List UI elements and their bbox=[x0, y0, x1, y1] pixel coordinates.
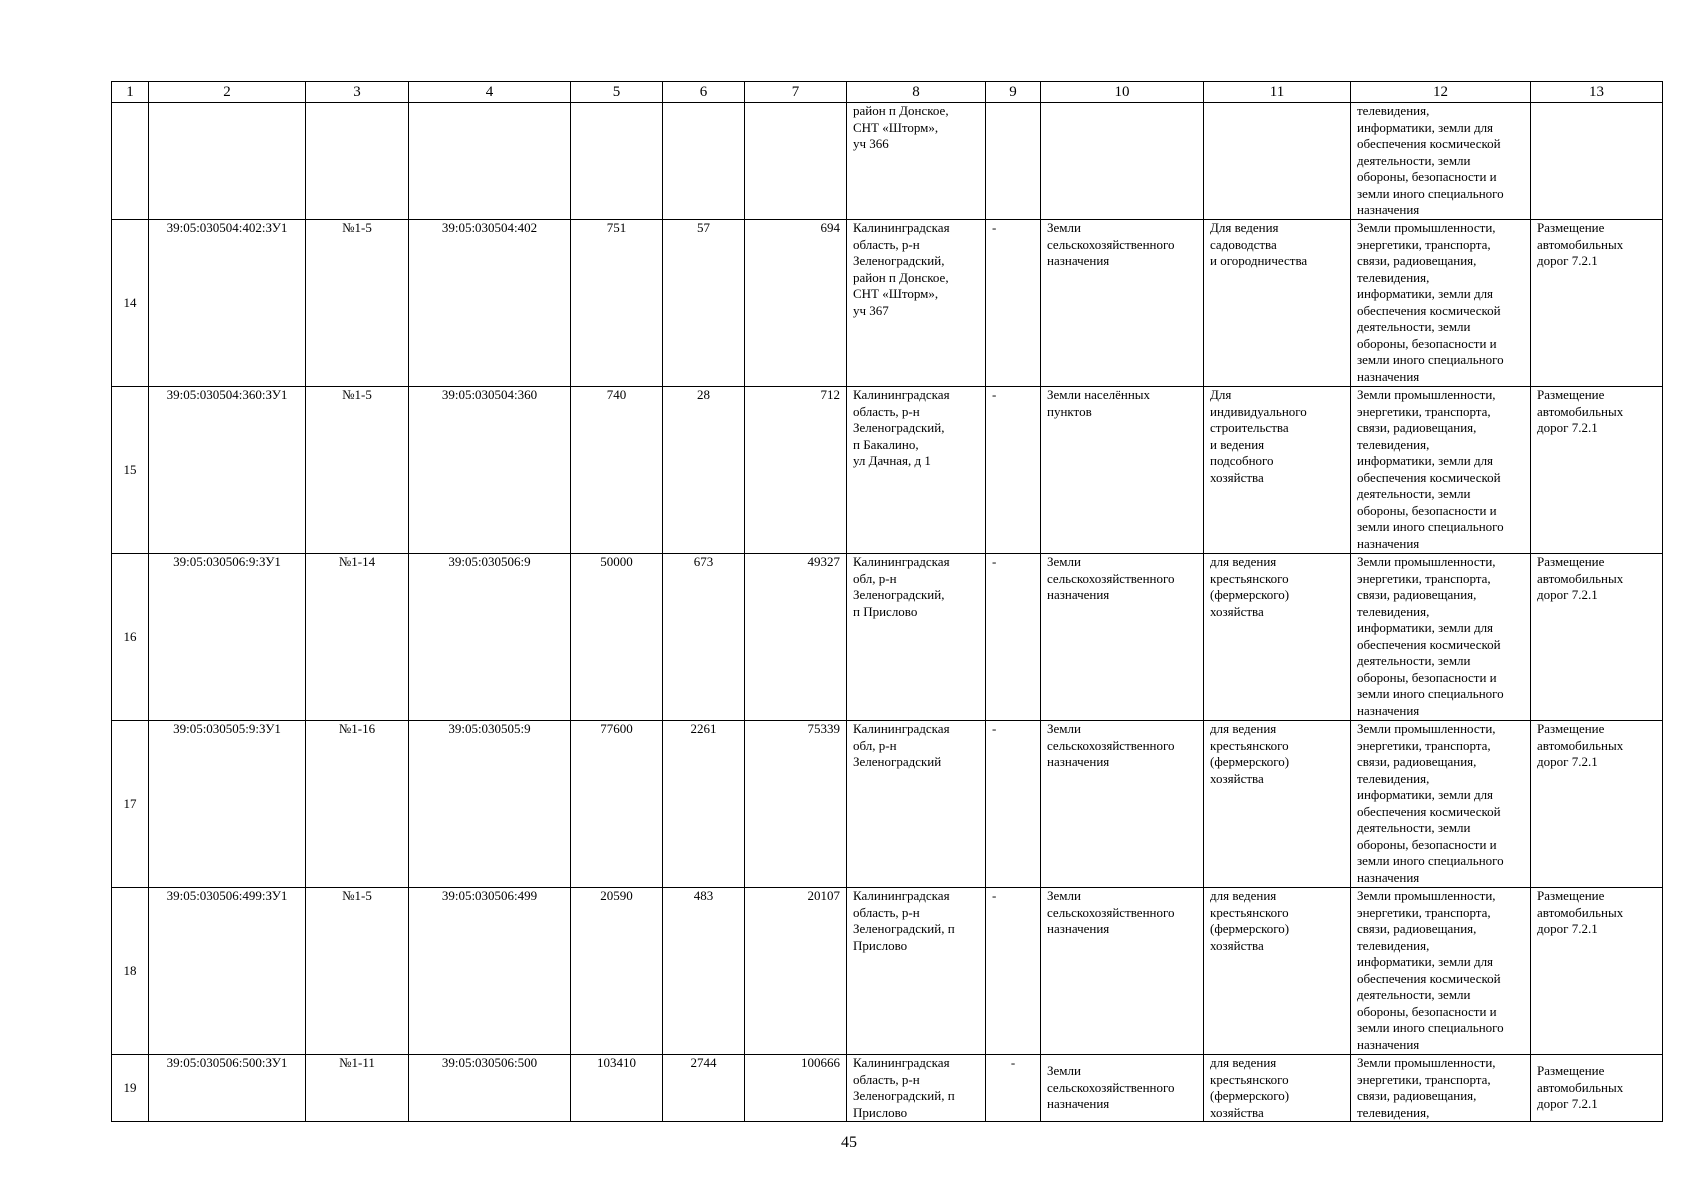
land-category: Земли сельскохозяйственного назначения bbox=[1041, 888, 1204, 1055]
column-9-value bbox=[986, 103, 1041, 220]
area-rest: 75339 bbox=[745, 721, 847, 888]
header-row bbox=[112, 82, 1663, 103]
column-header: 6 bbox=[663, 82, 745, 103]
new-land-category: Земли промышленности, энергетики, транспорта, связи, радиовещания, телевидения, информатики, земли для обеспечения космической деятельности, земли обороны, безопасности и земли иного специального назначения bbox=[1351, 554, 1531, 721]
boundary-points: №1-5 bbox=[306, 220, 409, 387]
column-9-value: - bbox=[986, 554, 1041, 721]
address: Калининградская обл, р-н Зеленоградский bbox=[847, 721, 986, 888]
column-9-value: - bbox=[986, 1055, 1041, 1122]
boundary-points bbox=[306, 103, 409, 220]
column-9-value: - bbox=[986, 387, 1041, 554]
column-header: 5 bbox=[571, 82, 663, 103]
address: район п Донское, СНТ «Шторм», уч 366 bbox=[847, 103, 986, 220]
column-header: 4 bbox=[409, 82, 571, 103]
area-total: 103410 bbox=[571, 1055, 663, 1122]
address: Калининградская область, р-н Зеленоградский, район п Донское, СНТ «Шторм», уч 367 bbox=[847, 220, 986, 387]
table-row bbox=[112, 1055, 1663, 1122]
row-number: 14 bbox=[112, 220, 149, 387]
new-cadastral-number: 39:05:030504:360:ЗУ1 bbox=[149, 387, 306, 554]
address: Калининградская обл, р-н Зеленоградский, п Прислово bbox=[847, 554, 986, 721]
area-total bbox=[571, 103, 663, 220]
column-header: 9 bbox=[986, 82, 1041, 103]
table-body bbox=[112, 82, 1663, 1122]
cadastral-number: 39:05:030505:9 bbox=[409, 721, 571, 888]
table-row bbox=[112, 220, 1663, 387]
address: Калининградская область, р-н Зеленоградский, п Прислово bbox=[847, 888, 986, 1055]
row-number: 17 bbox=[112, 721, 149, 888]
new-land-category: Земли промышленности, энергетики, транспорта, связи, радиовещания, телевидения, bbox=[1351, 1055, 1531, 1122]
new-land-category: Земли промышленности, энергетики, транспорта, связи, радиовещания, телевидения, информатики, земли для обеспечения космической деятельности, земли обороны, безопасности и земли иного специального назначения bbox=[1351, 721, 1531, 888]
row-number bbox=[112, 103, 149, 220]
new-permitted-use: Размещение автомобильных дорог 7.2.1 bbox=[1531, 220, 1663, 387]
row-number: 18 bbox=[112, 888, 149, 1055]
area-part bbox=[663, 103, 745, 220]
cadastral-number: 39:05:030506:500 bbox=[409, 1055, 571, 1122]
cadastral-number: 39:05:030506:499 bbox=[409, 888, 571, 1055]
new-land-category: Земли промышленности, энергетики, транспорта, связи, радиовещания, телевидения, информатики, земли для обеспечения космической деятельности, земли обороны, безопасности и земли иного специального назначения bbox=[1351, 387, 1531, 554]
area-part: 2261 bbox=[663, 721, 745, 888]
permitted-use: Для ведения садоводства и огородничества bbox=[1204, 220, 1351, 387]
table-row bbox=[112, 554, 1663, 721]
new-cadastral-number: 39:05:030504:402:ЗУ1 bbox=[149, 220, 306, 387]
cadastral-number: 39:05:030504:360 bbox=[409, 387, 571, 554]
area-part: 2744 bbox=[663, 1055, 745, 1122]
area-part: 483 bbox=[663, 888, 745, 1055]
row-number: 15 bbox=[112, 387, 149, 554]
boundary-points: №1-14 bbox=[306, 554, 409, 721]
column-header: 10 bbox=[1041, 82, 1204, 103]
area-total: 740 bbox=[571, 387, 663, 554]
boundary-points: №1-16 bbox=[306, 721, 409, 888]
area-rest bbox=[745, 103, 847, 220]
land-plots-table bbox=[111, 81, 1663, 1122]
column-header: 2 bbox=[149, 82, 306, 103]
permitted-use: для ведения крестьянского (фермерского) хозяйства bbox=[1204, 554, 1351, 721]
area-part: 57 bbox=[663, 220, 745, 387]
land-category: Земли сельскохозяйственного назначения bbox=[1041, 721, 1204, 888]
permitted-use: Для индивидуального строительства и ведения подсобного хозяйства bbox=[1204, 387, 1351, 554]
table-row bbox=[112, 721, 1663, 888]
area-rest: 100666 bbox=[745, 1055, 847, 1122]
permitted-use: для ведения крестьянского (фермерского) хозяйства bbox=[1204, 888, 1351, 1055]
new-land-category: Земли промышленности, энергетики, транспорта, связи, радиовещания, телевидения, информатики, земли для обеспечения космической деятельности, земли обороны, безопасности и земли иного специального назначения bbox=[1351, 220, 1531, 387]
area-rest: 712 bbox=[745, 387, 847, 554]
column-header: 12 bbox=[1351, 82, 1531, 103]
permitted-use bbox=[1204, 103, 1351, 220]
new-land-category: Земли промышленности, энергетики, транспорта, связи, радиовещания, телевидения, информатики, земли для обеспечения космической деятельности, земли обороны, безопасности и земли иного специального назначения bbox=[1351, 888, 1531, 1055]
column-header: 1 bbox=[112, 82, 149, 103]
new-permitted-use: Размещение автомобильных дорог 7.2.1 bbox=[1531, 387, 1663, 554]
new-cadastral-number: 39:05:030506:9:ЗУ1 bbox=[149, 554, 306, 721]
new-cadastral-number: 39:05:030505:9:ЗУ1 bbox=[149, 721, 306, 888]
page-number: 45 bbox=[841, 1134, 857, 1151]
table-row bbox=[112, 888, 1663, 1055]
new-permitted-use: Размещение автомобильных дорог 7.2.1 bbox=[1531, 888, 1663, 1055]
new-cadastral-number bbox=[149, 103, 306, 220]
permitted-use: для ведения крестьянского (фермерского) хозяйства bbox=[1204, 721, 1351, 888]
area-rest: 694 bbox=[745, 220, 847, 387]
land-category: Земли сельскохозяйственного назначения bbox=[1041, 554, 1204, 721]
row-number: 16 bbox=[112, 554, 149, 721]
row-number: 19 bbox=[112, 1055, 149, 1122]
permitted-use: для ведения крестьянского (фермерского) хозяйства bbox=[1204, 1055, 1351, 1122]
address: Калининградская область, р-н Зеленоградский, п Прислово bbox=[847, 1055, 986, 1122]
new-permitted-use: Размещение автомобильных дорог 7.2.1 bbox=[1531, 1055, 1663, 1122]
area-total: 751 bbox=[571, 220, 663, 387]
cadastral-number bbox=[409, 103, 571, 220]
cadastral-number: 39:05:030506:9 bbox=[409, 554, 571, 721]
new-permitted-use: Размещение автомобильных дорог 7.2.1 bbox=[1531, 721, 1663, 888]
area-part: 28 bbox=[663, 387, 745, 554]
area-rest: 49327 bbox=[745, 554, 847, 721]
column-9-value: - bbox=[986, 888, 1041, 1055]
address: Калининградская область, р-н Зеленоградский, п Бакалино, ул Дачная, д 1 bbox=[847, 387, 986, 554]
column-9-value: - bbox=[986, 220, 1041, 387]
table-row bbox=[112, 103, 1663, 220]
cadastral-number: 39:05:030504:402 bbox=[409, 220, 571, 387]
land-category: Земли населённых пунктов bbox=[1041, 387, 1204, 554]
column-9-value: - bbox=[986, 721, 1041, 888]
new-cadastral-number: 39:05:030506:499:ЗУ1 bbox=[149, 888, 306, 1055]
area-total: 77600 bbox=[571, 721, 663, 888]
column-header: 7 bbox=[745, 82, 847, 103]
new-permitted-use bbox=[1531, 103, 1663, 220]
table-row bbox=[112, 387, 1663, 554]
boundary-points: №1-5 bbox=[306, 387, 409, 554]
new-land-category: телевидения, информатики, земли для обеспечения космической деятельности, земли обороны, безопасности и земли иного специального назначения bbox=[1351, 103, 1531, 220]
new-cadastral-number: 39:05:030506:500:ЗУ1 bbox=[149, 1055, 306, 1122]
area-rest: 20107 bbox=[745, 888, 847, 1055]
area-total: 20590 bbox=[571, 888, 663, 1055]
area-part: 673 bbox=[663, 554, 745, 721]
land-category: Земли сельскохозяйственного назначения bbox=[1041, 1055, 1204, 1122]
area-total: 50000 bbox=[571, 554, 663, 721]
column-header: 3 bbox=[306, 82, 409, 103]
land-category: Земли сельскохозяйственного назначения bbox=[1041, 220, 1204, 387]
new-permitted-use: Размещение автомобильных дорог 7.2.1 bbox=[1531, 554, 1663, 721]
land-category bbox=[1041, 103, 1204, 220]
column-header: 11 bbox=[1204, 82, 1351, 103]
boundary-points: №1-5 bbox=[306, 888, 409, 1055]
column-header: 8 bbox=[847, 82, 986, 103]
boundary-points: №1-11 bbox=[306, 1055, 409, 1122]
column-header: 13 bbox=[1531, 82, 1663, 103]
